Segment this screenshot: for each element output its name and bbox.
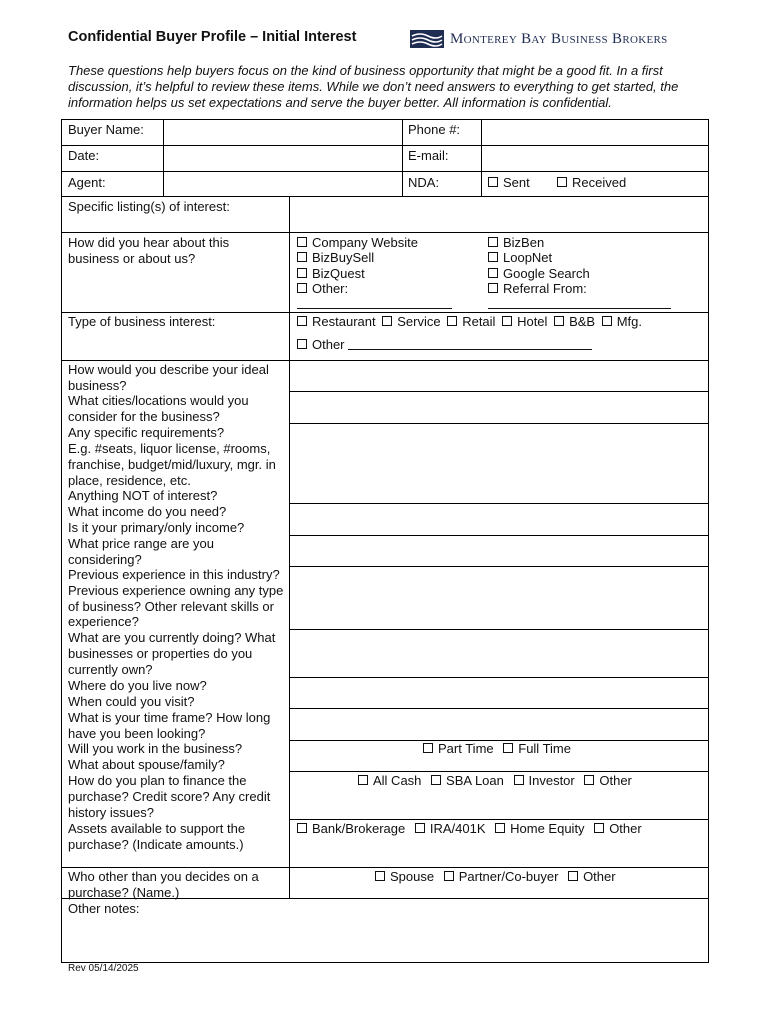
- question-assets: Assets available to support the purchase? (Indicate amounts.): [68, 821, 246, 852]
- email-label: E-mail:: [408, 148, 449, 163]
- checkbox-icon: [297, 339, 307, 349]
- nda-label: NDA:: [408, 175, 440, 190]
- checkbox-icon: [358, 775, 368, 785]
- checkbox-icon: [488, 237, 498, 247]
- logo-waves-icon: [410, 30, 444, 48]
- other-notes-label: Other notes:: [68, 901, 140, 916]
- checkbox-icon: [447, 316, 457, 326]
- row-divider: [289, 423, 708, 424]
- question-finance: How do you plan to finance the purchase? Credit score? Any credit history issues?: [68, 773, 271, 820]
- type-option-service[interactable]: Service: [382, 314, 440, 329]
- heard-option-bizquest[interactable]: BizQuest: [297, 266, 365, 282]
- finance-option-sba[interactable]: SBA Loan: [431, 773, 504, 788]
- checkbox-icon: [297, 283, 307, 293]
- question-ideal: How would you describe your ideal business?: [68, 362, 269, 393]
- decides-option-spouse[interactable]: Spouse: [375, 869, 434, 884]
- checkbox-icon: [514, 775, 524, 785]
- heard-other-line[interactable]: [297, 297, 452, 309]
- question-requirements: Any specific requirements?: [68, 425, 225, 440]
- row-divider: [61, 312, 708, 313]
- phone-label: Phone #:: [408, 122, 461, 137]
- checkbox-icon: [503, 743, 513, 753]
- checkbox-icon: [554, 316, 564, 326]
- row-divider: [289, 503, 708, 504]
- decides-option-other[interactable]: Other: [568, 869, 616, 884]
- checkbox-icon: [488, 177, 498, 187]
- checkbox-icon: [297, 237, 307, 247]
- work-option-part-time[interactable]: Part Time: [423, 741, 494, 756]
- decides-option-partner[interactable]: Partner/Co-buyer: [444, 869, 559, 884]
- type-options: [297, 314, 642, 330]
- checkbox-icon: [602, 316, 612, 326]
- row-divider: [289, 708, 708, 709]
- type-option-restaurant[interactable]: Restaurant: [297, 314, 376, 329]
- checkbox-icon: [297, 268, 307, 278]
- question-spouse: What about spouse/family?: [68, 757, 225, 772]
- heard-option-other[interactable]: Other:: [297, 281, 348, 297]
- checkbox-icon: [495, 823, 505, 833]
- date-label: Date:: [68, 148, 100, 163]
- question-live: Where do you live now?: [68, 678, 207, 693]
- row-divider: [289, 819, 708, 820]
- assets-option-ira[interactable]: IRA/401K: [415, 821, 486, 836]
- heard-option-loopnet[interactable]: LoopNet: [488, 250, 552, 266]
- type-other-line[interactable]: [348, 338, 592, 350]
- question-currently: What are you currently doing? What businesses or properties do you currently own?: [68, 630, 276, 677]
- type-option-hotel[interactable]: Hotel: [502, 314, 547, 329]
- checkbox-icon: [423, 743, 433, 753]
- col-divider: [402, 119, 403, 196]
- nda-sent-option[interactable]: Sent: [488, 175, 530, 191]
- revision-date: Rev 05/14/2025: [68, 963, 139, 974]
- heard-option-website[interactable]: Company Website: [297, 235, 418, 251]
- question-decides: Who other than you decides on a purchase? (Name.): [68, 869, 259, 900]
- checkbox-icon: [375, 871, 385, 881]
- work-option-full-time[interactable]: Full Time: [503, 741, 571, 756]
- type-option-bnb[interactable]: B&B: [554, 314, 595, 329]
- question-price: What price range are you considering?: [68, 536, 214, 567]
- row-divider: [289, 391, 708, 392]
- type-label: Type of business interest:: [68, 314, 216, 329]
- type-option-other[interactable]: Other: [297, 337, 592, 353]
- intro-paragraph: These questions help buyers focus on the kind of business opportunity that might be a good fit. In a first discussion, it’s helpful to review these items. While we don’t need answers to everything to get started, the information helps us set expectations and serve the buyer better. All information is confidential.: [68, 63, 679, 110]
- checkbox-icon: [568, 871, 578, 881]
- row-divider: [289, 629, 708, 630]
- decides-options: [375, 869, 616, 885]
- listing-label: Specific listing(s) of interest:: [68, 199, 230, 214]
- row-divider: [289, 677, 708, 678]
- checkbox-icon: [415, 823, 425, 833]
- question-experience: Previous experience in this industry? Previous experience owning any type of business? Other relevant skills or experience?: [68, 567, 284, 630]
- finance-options: [358, 773, 632, 789]
- type-option-retail[interactable]: Retail: [447, 314, 495, 329]
- checkbox-icon: [297, 823, 307, 833]
- checkbox-icon: [444, 871, 454, 881]
- row-divider: [61, 867, 708, 868]
- checkbox-icon: [488, 252, 498, 262]
- agent-label: Agent:: [68, 175, 106, 190]
- heard-option-bizbuysell[interactable]: BizBuySell: [297, 250, 374, 266]
- heard-option-google[interactable]: Google Search: [488, 266, 590, 282]
- nda-received-option[interactable]: Received: [557, 175, 626, 191]
- heard-option-bizben[interactable]: BizBen: [488, 235, 544, 251]
- question-income: What income do you need?: [68, 504, 227, 519]
- question-visit: When could you visit?: [68, 694, 195, 709]
- logo-text: Monterey Bay Business Brokers: [450, 30, 668, 47]
- heard-label: How did you hear about this business or about us?: [68, 235, 230, 266]
- question-timeframe: What is your time frame? How long have you been looking?: [68, 710, 271, 741]
- page-title: Confidential Buyer Profile – Initial Interest: [68, 29, 357, 45]
- assets-option-bank[interactable]: Bank/Brokerage: [297, 821, 405, 836]
- checkbox-icon: [488, 283, 498, 293]
- checkbox-icon: [382, 316, 392, 326]
- row-divider: [61, 145, 708, 146]
- checkbox-icon: [594, 823, 604, 833]
- question-not-interest: Anything NOT of interest?: [68, 488, 218, 503]
- checkbox-icon: [584, 775, 594, 785]
- type-option-mfg[interactable]: Mfg.: [602, 314, 642, 329]
- assets-options: [297, 821, 642, 837]
- col-divider: [163, 119, 164, 196]
- finance-option-other[interactable]: Other: [584, 773, 632, 788]
- checkbox-icon: [488, 268, 498, 278]
- company-logo: [410, 30, 668, 48]
- finance-option-investor[interactable]: Investor: [514, 773, 575, 788]
- heard-option-referral[interactable]: Referral From:: [488, 281, 587, 297]
- row-divider: [61, 171, 708, 172]
- row-divider: [289, 566, 708, 567]
- assets-option-other[interactable]: Other: [594, 821, 642, 836]
- row-divider: [289, 771, 708, 772]
- checkbox-icon: [297, 252, 307, 262]
- row-divider: [61, 196, 708, 197]
- row-divider: [61, 360, 708, 361]
- row-divider: [61, 232, 708, 233]
- work-options: [423, 741, 571, 757]
- question-requirements-example: E.g. #seats, liquor license, #rooms, franchise, budget/mid/luxury, mgr. in place, residence, etc.: [68, 441, 276, 488]
- row-divider: [289, 535, 708, 536]
- checkbox-icon: [297, 316, 307, 326]
- checkbox-icon: [431, 775, 441, 785]
- question-primary-income: Is it your primary/only income?: [68, 520, 245, 535]
- question-cities: What cities/locations would you consider for the business?: [68, 393, 249, 424]
- checkbox-icon: [557, 177, 567, 187]
- heard-referral-line[interactable]: [488, 297, 671, 309]
- finance-option-cash[interactable]: All Cash: [358, 773, 421, 788]
- checkbox-icon: [502, 316, 512, 326]
- col-divider: [481, 119, 482, 196]
- buyer-name-label: Buyer Name:: [68, 122, 144, 137]
- assets-option-home-equity[interactable]: Home Equity: [495, 821, 584, 836]
- question-work: Will you work in the business?: [68, 741, 243, 756]
- col-divider: [289, 196, 290, 898]
